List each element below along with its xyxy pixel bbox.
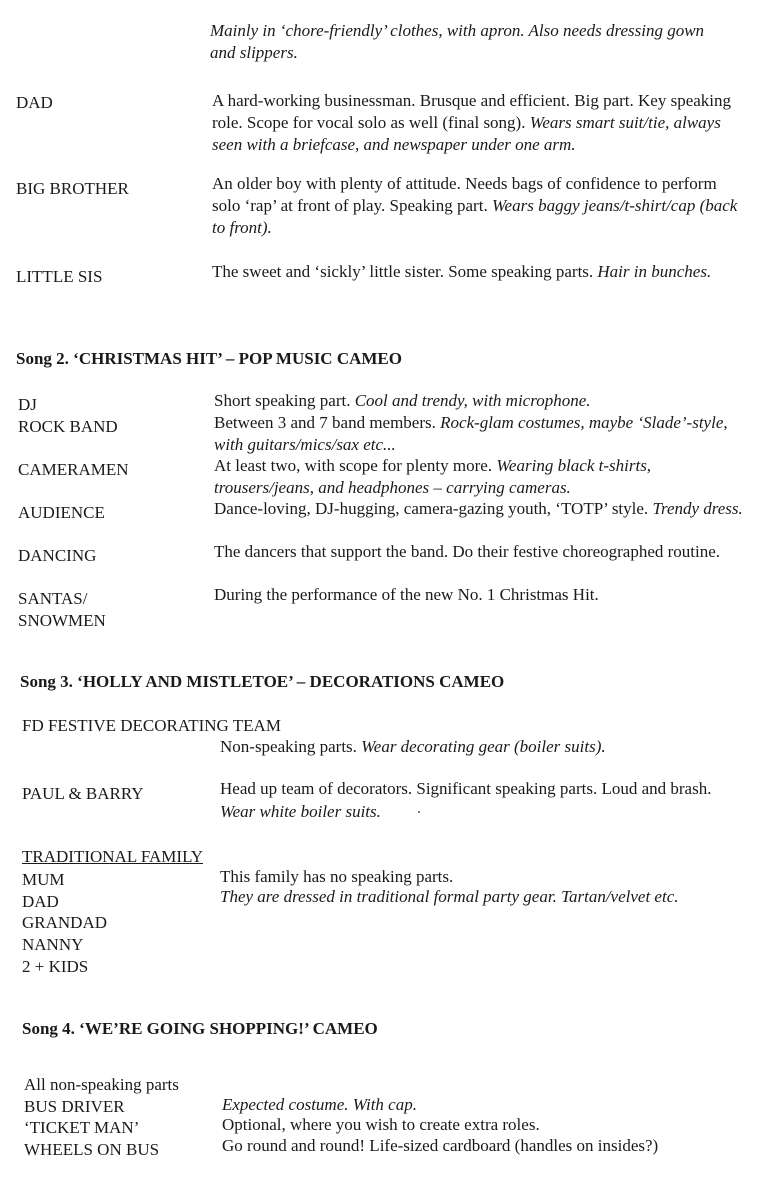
desc-plain: Dance-loving, DJ-hugging, camera-gazing youth, ‘TOTP’ style. <box>214 499 653 518</box>
desc-plain: At least two, with scope for plenty more. <box>214 456 497 475</box>
desc-italic: Hair in bunches. <box>597 262 712 281</box>
desc-italic: Cool and trendy, with microphone. <box>354 391 591 410</box>
song3-paul-barry-name: PAUL & BARRY <box>22 784 144 803</box>
song3-team-desc <box>220 736 740 758</box>
desc-italic: Wear decorating gear (boiler suits). <box>361 737 606 756</box>
character-desc-big-brother <box>212 173 742 239</box>
family-member: MUM <box>22 870 65 889</box>
desc-plain: Optional, where you wish to create extra roles. <box>222 1115 540 1134</box>
desc-italic: Wearing black t-shirts, trousers/jeans, and headphones – carrying cameras. <box>214 456 652 497</box>
family-desc-italic: They are dressed in traditional formal party gear. Tartan/velvet etc. <box>220 887 679 906</box>
character-desc-dad <box>212 90 737 156</box>
song4-name-bus-driver: BUS DRIVER <box>24 1097 125 1116</box>
desc-plain: Go round and round! Life-sized cardboard (handles on insides?) <box>222 1136 659 1155</box>
desc-plain: An older boy with plenty of attitude. Needs bags of confidence to perform solo ‘rap’ at front of play. Speaking part. <box>212 174 717 215</box>
desc-italic: Rock-glam costumes, maybe ‘Slade’-style, with guitars/mics/sax etc... <box>214 413 728 454</box>
desc-plain: During the performance of the new No. 1 Christmas Hit. <box>214 585 599 604</box>
song2-desc-cameramen <box>214 455 724 499</box>
desc-italic: Wear white boiler suits. <box>220 802 381 821</box>
desc-italic: Wears smart suit/tie, always seen with a briefcase, and newspaper under one arm. <box>212 113 721 154</box>
song2-name-rock-band: ROCK BAND <box>18 417 118 436</box>
song3-paul-barry-italic <box>220 801 381 823</box>
family-desc-plain: This family has no speaking parts. <box>220 867 454 886</box>
song2-name-dj: DJ <box>18 395 37 414</box>
desc-plain: A hard-working businessman. Brusque and efficient. Big part. Key speaking role. Scope for vocal solo as well (final song). <box>212 91 732 132</box>
song2-desc-dj <box>214 390 754 412</box>
intro-italic: Mainly in ‘chore-friendly’ clothes, with apron. Also needs dressing gown and slippers. <box>210 21 705 62</box>
song2-name-snowmen: SNOWMEN <box>18 611 106 630</box>
character-name-big-brother: BIG BROTHER <box>16 179 129 198</box>
family-member: NANNY <box>22 935 84 954</box>
desc-italic: Trendy dress. <box>652 499 743 518</box>
character-name-little-sis: LITTLE SIS <box>16 267 103 286</box>
family-member: 2 + KIDS <box>22 957 89 976</box>
desc-plain: The dancers that support the band. Do their festive choreographed routine. <box>214 542 721 561</box>
song2-desc-audience <box>214 498 759 520</box>
desc-plain: Short speaking part. <box>214 391 355 410</box>
song4-desc-bus-driver <box>222 1094 417 1116</box>
desc-plain: Between 3 and 7 band members. <box>214 413 441 432</box>
song4-desc-wheels-on-bus <box>222 1135 658 1157</box>
song4-desc-ticket-man <box>222 1114 540 1136</box>
intro-description <box>210 20 730 64</box>
character-desc-little-sis <box>212 261 712 283</box>
song4-note: All non-speaking parts <box>24 1075 179 1094</box>
song2-name-audience: AUDIENCE <box>18 503 105 522</box>
family-member: DAD <box>22 892 59 911</box>
desc-italic: Wears baggy jeans/t-shirt/cap (back to front). <box>212 196 738 237</box>
song3-team-name: FD FESTIVE DECORATING TEAM <box>22 716 281 735</box>
traditional-family-heading: TRADITIONAL FAMILY <box>22 847 204 866</box>
desc-plain: Non-speaking parts. <box>220 737 362 756</box>
song3-heading: Song 3. ‘HOLLY AND MISTLETOE’ – DECORATIONS CAMEO <box>20 672 505 691</box>
song2-desc-dancing <box>214 541 724 563</box>
family-desc-italic-wrap <box>220 886 679 908</box>
song2-name-santas: SANTAS/ <box>18 589 88 608</box>
song2-name-dancing: DANCING <box>18 546 97 565</box>
desc-plain: The sweet and ‘sickly’ little sister. Some speaking parts. <box>212 262 598 281</box>
song2-desc-rock-band <box>214 412 749 456</box>
song4-name-ticket-man: ‘TICKET MAN’ <box>24 1118 140 1137</box>
scan-speck <box>418 811 420 813</box>
song4-heading: Song 4. ‘WE’RE GOING SHOPPING!’ CAMEO <box>22 1019 378 1038</box>
character-name-dad: DAD <box>16 93 53 112</box>
song3-paul-barry-desc: Head up team of decorators. Significant speaking parts. Loud and brash. <box>220 779 712 798</box>
song4-name-wheels-on-bus: WHEELS ON BUS <box>24 1140 160 1159</box>
family-member: GRANDAD <box>22 913 107 932</box>
song2-heading: Song 2. ‘CHRISTMAS HIT’ – POP MUSIC CAMEO <box>16 349 402 368</box>
song2-desc-santas <box>214 584 734 606</box>
desc-italic: Expected costume. With cap. <box>222 1095 417 1114</box>
song2-name-cameramen: CAMERAMEN <box>18 460 129 479</box>
